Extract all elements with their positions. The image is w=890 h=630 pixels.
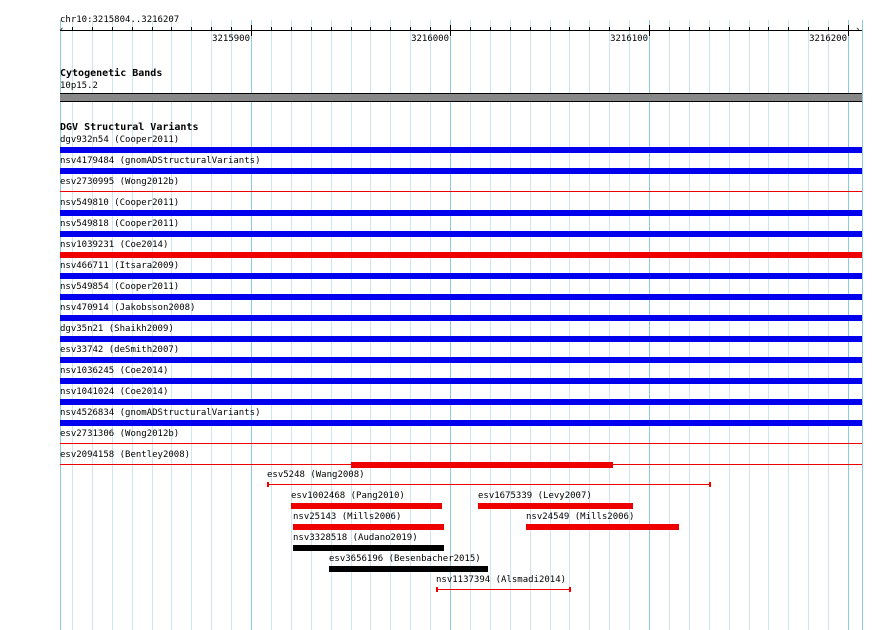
ruler-minor-tick bbox=[749, 27, 750, 31]
ruler-minor-tick bbox=[788, 27, 789, 31]
ruler-major-tick bbox=[450, 25, 451, 36]
grid-line bbox=[589, 20, 590, 630]
ruler-minor-tick bbox=[112, 27, 113, 31]
ruler-minor-tick bbox=[390, 27, 391, 31]
grid-line bbox=[828, 20, 829, 630]
variant-label[interactable]: nsv1041024 (Coe2014) bbox=[60, 387, 169, 397]
ruler-minor-tick bbox=[72, 27, 73, 31]
ruler-minor-tick bbox=[729, 27, 730, 31]
variant-bar[interactable] bbox=[60, 336, 862, 342]
grid-line bbox=[569, 20, 570, 630]
variant-label[interactable]: esv2730995 (Wong2012b) bbox=[60, 177, 180, 187]
variant-bar[interactable] bbox=[60, 357, 862, 363]
ruler-tick-label: 3216000 bbox=[411, 34, 449, 44]
grid-line-major bbox=[649, 20, 650, 630]
variant-bar[interactable] bbox=[60, 420, 862, 426]
ruler-minor-tick bbox=[669, 27, 670, 31]
variant-label[interactable]: dgv35n21 (Shaikh2009) bbox=[60, 324, 174, 334]
cytoband-label: 10p15.2 bbox=[60, 81, 98, 91]
ruler-minor-tick bbox=[430, 27, 431, 31]
variant-bar[interactable] bbox=[291, 503, 442, 509]
grid-line bbox=[490, 20, 491, 630]
variant-bar[interactable] bbox=[267, 484, 711, 485]
ruler-major-tick bbox=[848, 25, 849, 36]
ruler-minor-tick bbox=[490, 27, 491, 31]
variant-bar[interactable] bbox=[60, 252, 862, 258]
variant-bar[interactable] bbox=[60, 147, 862, 153]
variant-label[interactable]: nsv470914 (Jakobsson2008) bbox=[60, 303, 196, 313]
grid-line bbox=[191, 20, 192, 630]
variant-end-cap bbox=[569, 587, 571, 592]
variant-bar[interactable] bbox=[60, 191, 862, 192]
variant-label[interactable]: nsv549854 (Cooper2011) bbox=[60, 282, 180, 292]
grid-line bbox=[291, 20, 292, 630]
variant-label[interactable]: esv3656196 (Besenbacher2015) bbox=[329, 554, 481, 564]
ruler-right-arrow-icon: › bbox=[855, 25, 861, 35]
grid-line bbox=[211, 20, 212, 630]
variant-label[interactable]: esv1002468 (Pang2010) bbox=[291, 491, 405, 501]
variant-bar[interactable] bbox=[478, 503, 633, 509]
variant-label[interactable]: nsv1137394 (Alsmadi2014) bbox=[436, 575, 567, 585]
grid-line bbox=[689, 20, 690, 630]
ruler-minor-tick bbox=[132, 27, 133, 31]
grid-line bbox=[669, 20, 670, 630]
ruler-line bbox=[60, 30, 862, 31]
ruler-minor-tick bbox=[609, 27, 610, 31]
grid-line-major bbox=[251, 20, 252, 630]
variant-label[interactable]: nsv25143 (Mills2006) bbox=[293, 512, 402, 522]
ruler-tick-label: 3215900 bbox=[212, 34, 250, 44]
variant-label[interactable]: nsv4179484 (gnomADStructuralVariants) bbox=[60, 156, 261, 166]
ruler-minor-tick bbox=[510, 27, 511, 31]
variant-label[interactable]: nsv1039231 (Coe2014) bbox=[60, 240, 169, 250]
variant-bar[interactable] bbox=[526, 524, 679, 530]
ruler-minor-tick bbox=[470, 27, 471, 31]
grid-line bbox=[271, 20, 272, 630]
grid-line-major bbox=[848, 20, 849, 630]
grid-line-major bbox=[862, 20, 863, 630]
grid-line bbox=[470, 20, 471, 630]
ruler-minor-tick bbox=[709, 27, 710, 31]
ruler-minor-tick bbox=[291, 27, 292, 31]
variant-label[interactable]: esv33742 (deSmith2007) bbox=[60, 345, 180, 355]
grid-line bbox=[729, 20, 730, 630]
variant-label[interactable]: esv2094158 (Bentley2008) bbox=[60, 450, 191, 460]
ruler-minor-tick bbox=[808, 27, 809, 31]
grid-line bbox=[749, 20, 750, 630]
variant-bar[interactable] bbox=[329, 566, 488, 572]
grid-line bbox=[550, 20, 551, 630]
variant-label[interactable]: nsv466711 (Itsara2009) bbox=[60, 261, 180, 271]
grid-line bbox=[808, 20, 809, 630]
location-label: chr10:3215804..3216207 bbox=[60, 15, 180, 25]
ruler-minor-tick bbox=[191, 27, 192, 31]
variant-end-cap bbox=[709, 482, 711, 487]
ruler-minor-tick bbox=[550, 27, 551, 31]
ruler-minor-tick bbox=[351, 27, 352, 31]
ruler-minor-tick bbox=[569, 27, 570, 31]
variant-label[interactable]: dgv932n54 (Cooper2011) bbox=[60, 135, 180, 145]
variant-bar[interactable] bbox=[60, 294, 862, 300]
ruler-minor-tick bbox=[231, 27, 232, 31]
variant-end-cap bbox=[267, 482, 269, 487]
ruler-minor-tick bbox=[370, 27, 371, 31]
grid-line bbox=[768, 20, 769, 630]
variant-bar[interactable] bbox=[60, 378, 862, 384]
dgv-track-title: DGV Structural Variants bbox=[60, 122, 199, 133]
variant-label[interactable]: nsv1036245 (Coe2014) bbox=[60, 366, 169, 376]
grid-line bbox=[788, 20, 789, 630]
grid-line bbox=[530, 20, 531, 630]
grid-line-major bbox=[450, 20, 451, 630]
variant-bar[interactable] bbox=[60, 168, 862, 174]
ruler-minor-tick bbox=[828, 27, 829, 31]
ruler-minor-tick bbox=[331, 27, 332, 31]
grid-line bbox=[709, 20, 710, 630]
ruler-major-tick bbox=[649, 25, 650, 36]
ruler-minor-tick bbox=[211, 27, 212, 31]
ruler-tick-label: 3216200 bbox=[809, 34, 847, 44]
variant-bar[interactable] bbox=[436, 589, 571, 590]
variant-bar[interactable] bbox=[293, 524, 444, 530]
variant-bar[interactable] bbox=[60, 231, 862, 237]
grid-line bbox=[430, 20, 431, 630]
variant-label[interactable]: nsv549810 (Cooper2011) bbox=[60, 198, 180, 208]
variant-label[interactable]: nsv3328518 (Audano2019) bbox=[293, 533, 418, 543]
ruler-tick-label: 3216100 bbox=[610, 34, 648, 44]
variant-bar[interactable] bbox=[60, 443, 862, 444]
variant-bar[interactable] bbox=[293, 545, 444, 551]
cytoband-track-title: Cytogenetic Bands bbox=[60, 68, 163, 79]
variant-label[interactable]: nsv4526834 (gnomADStructuralVariants) bbox=[60, 408, 261, 418]
ruler-minor-tick bbox=[589, 27, 590, 31]
ruler-left-arrow-icon: ‹ bbox=[59, 25, 65, 35]
cytoband-bar[interactable] bbox=[60, 93, 862, 102]
variant-label[interactable]: esv2731306 (Wong2012b) bbox=[60, 429, 180, 439]
ruler-minor-tick bbox=[152, 27, 153, 31]
variant-label[interactable]: nsv549818 (Cooper2011) bbox=[60, 219, 180, 229]
ruler-major-tick bbox=[251, 25, 252, 36]
variant-bar[interactable] bbox=[60, 399, 862, 405]
ruler-minor-tick bbox=[171, 27, 172, 31]
ruler-minor-tick bbox=[92, 27, 93, 31]
grid-line bbox=[231, 20, 232, 630]
grid-line bbox=[629, 20, 630, 630]
variant-label[interactable]: nsv24549 (Mills2006) bbox=[526, 512, 635, 522]
ruler-minor-tick bbox=[410, 27, 411, 31]
variant-label[interactable]: esv1675339 (Levy2007) bbox=[478, 491, 592, 501]
ruler-minor-tick bbox=[629, 27, 630, 31]
ruler-minor-tick bbox=[530, 27, 531, 31]
ruler-minor-tick bbox=[271, 27, 272, 31]
variant-bar[interactable] bbox=[60, 210, 862, 216]
ruler-minor-tick bbox=[689, 27, 690, 31]
variant-bar[interactable] bbox=[60, 315, 862, 321]
ruler-minor-tick bbox=[768, 27, 769, 31]
ruler-minor-tick bbox=[311, 27, 312, 31]
grid-line bbox=[609, 20, 610, 630]
variant-label[interactable]: esv5248 (Wang2008) bbox=[267, 470, 365, 480]
variant-end-cap bbox=[436, 587, 438, 592]
grid-line bbox=[510, 20, 511, 630]
variant-bar[interactable] bbox=[351, 462, 613, 468]
variant-bar[interactable] bbox=[60, 273, 862, 279]
